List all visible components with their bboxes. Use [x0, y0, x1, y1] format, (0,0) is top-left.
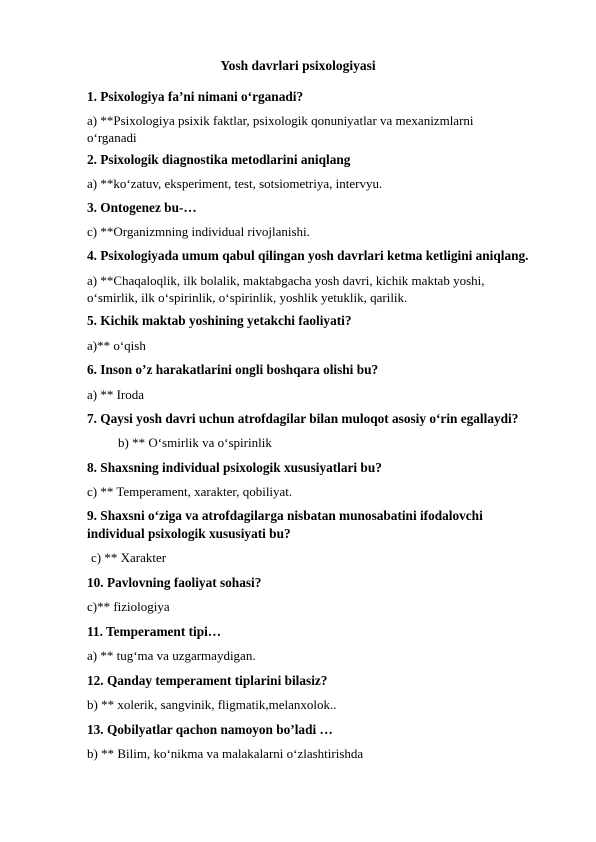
answer-5: a)** o‘qish [87, 338, 146, 353]
answer-4-line-1: a) **Chaqaloqlik, ilk bolalik, maktabgacha yosh davri, kichik maktab yoshi, [87, 273, 485, 288]
answer-1-line-1: a) **Psixologiya psixik faktlar, psixologik qonuniyatlar va mexanizmlarni [87, 113, 474, 128]
question-12: 12. Qanday temperament tiplarini bilasiz? [87, 673, 328, 688]
question-9-line-1: 9. Shaxsni o‘ziga va atrofdagilarga nisbatan munosabatini ifodalovchi [87, 508, 483, 523]
answer-12: b) ** xolerik, sangvinik, fligmatik,melanxolok.. [87, 697, 337, 712]
answer-1-line-2: o‘rganadi [87, 130, 137, 145]
question-5: 5. Kichik maktab yoshining yetakchi faoliyati? [87, 313, 352, 328]
answer-3: c) **Organizmning individual rivojlanishi. [87, 224, 310, 239]
question-1: 1. Psixologiya fa’ni nimani o‘rganadi? [87, 89, 304, 104]
answer-4-line-2: o‘smirlik, ilk o‘spirinlik, o‘spirinlik, yoshlik yetuklik, qarilik. [87, 290, 408, 305]
question-2: 2. Psixologik diagnostika metodlarini aniqlang [87, 152, 351, 167]
answer-7: b) ** O‘smirlik va o‘spirinlik [118, 435, 272, 450]
answer-13: b) ** Bilim, ko‘nikma va malakalarni o‘zlashtirishda [87, 746, 364, 761]
page-title: Yosh davrlari psixologiyasi [220, 58, 376, 73]
answer-8: c) ** Temperament, xarakter, qobiliyat. [87, 484, 293, 499]
answer-6: a) ** Iroda [87, 387, 145, 402]
question-10: 10. Pavlovning faoliyat sohasi? [87, 575, 262, 590]
question-8: 8. Shaxsning individual psixologik xususiyatlari bu? [87, 460, 382, 475]
question-9-line-2: individual psixologik xususiyati bu? [87, 526, 291, 541]
answer-10: c)** fiziologiya [87, 599, 170, 614]
answer-2: a) **ko‘zatuv, eksperiment, test, sotsiometriya, intervyu. [87, 176, 383, 191]
question-3: 3. Ontogenez bu-… [87, 200, 197, 215]
answer-11: a) ** tug‘ma va uzgarmaydigan. [87, 648, 256, 663]
question-4: 4. Psixologiyada umum qabul qilingan yosh davrlari ketma ketligini aniqlang. [87, 248, 529, 263]
question-13: 13. Qobilyatlar qachon namoyon bo’ladi … [87, 722, 333, 737]
answer-9: c) ** Xarakter [91, 550, 167, 565]
question-7: 7. Qaysi yosh davri uchun atrofdagilar bilan muloqot asosiy o‘rin egallaydi? [87, 411, 519, 426]
question-6: 6. Inson o’z harakatlarini ongli boshqara olishi bu? [87, 362, 379, 377]
question-11: 11. Temperament tipi… [87, 624, 222, 639]
